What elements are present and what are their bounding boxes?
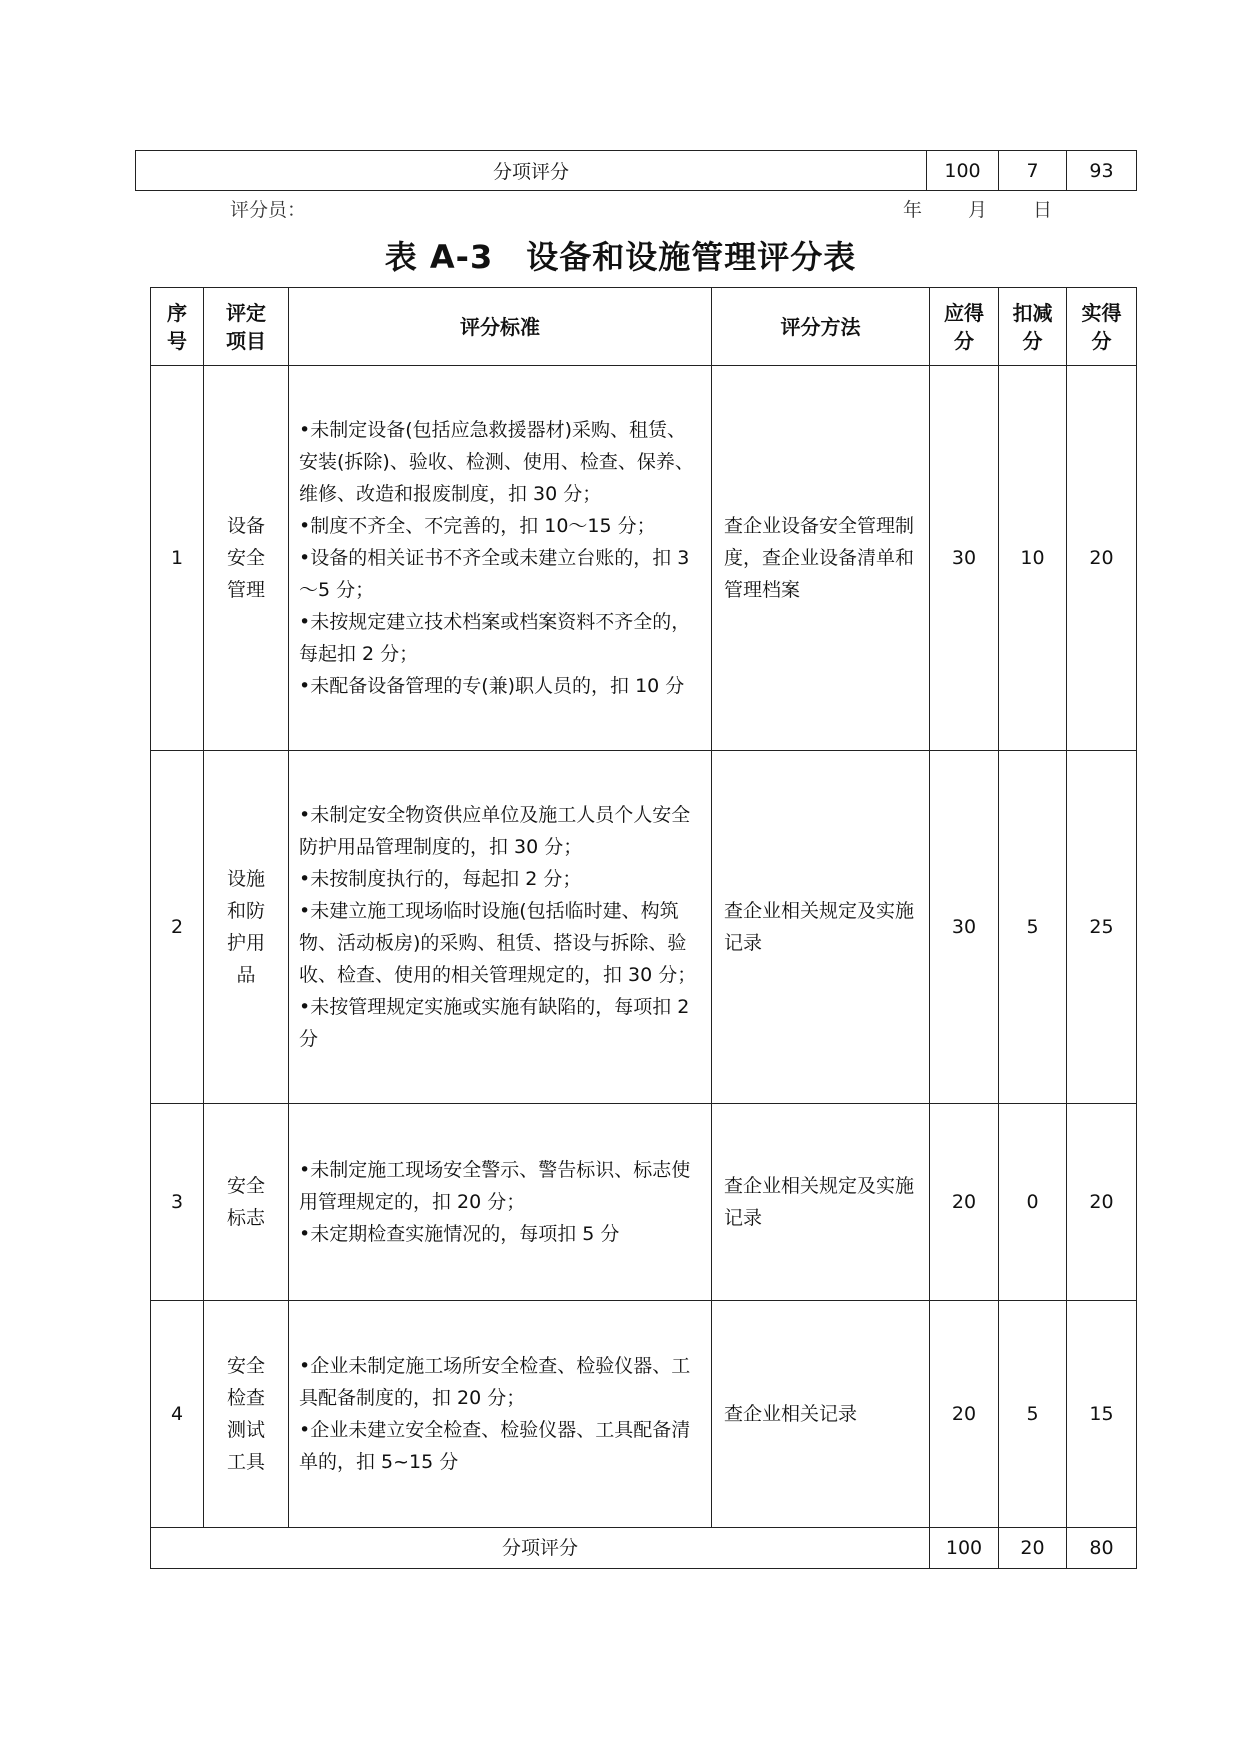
criteria-line: •设备的相关证书不齐全或未建立台账的，扣 3～5 分； [299,547,690,601]
table-row [151,1301,1137,1528]
row-criteria [289,1301,712,1528]
date-year-label: 年 [903,199,923,221]
previous-table-summary [135,150,1137,191]
summary-row [151,1528,1137,1569]
row-deduction: 0 [999,1104,1067,1301]
row-actual-score: 25 [1067,751,1137,1104]
summary-actual-score: 80 [1067,1528,1137,1569]
row-deduction: 10 [999,366,1067,751]
row-deduction: 5 [999,751,1067,1104]
row-method: 查企业相关规定及实施记录 [712,751,930,1104]
criteria-line: •未按规定建立技术档案或档案资料不齐全的，每起扣 2 分； [299,611,691,665]
table-row [151,751,1137,1104]
row-num: 2 [151,751,204,1104]
rater-label: 评分员： [230,199,307,221]
table-row [151,1104,1137,1301]
row-actual-score: 20 [1067,1104,1137,1301]
previous-summary-label: 分项评分 [136,151,927,191]
criteria-line: •未定期检查实施情况的，每项扣 5 分 [299,1223,620,1245]
summary-deduction: 20 [999,1528,1067,1569]
row-item: 设施和防护用品 [204,751,289,1104]
header-criteria: 评分标准 [289,288,712,366]
criteria-line: •未制定设备(包括应急救援器材)采购、租赁、安装(拆除)、验收、检测、使用、检查、保养、维修、改造和报废制度，扣 30 分； [299,419,694,505]
summary-label: 分项评分 [151,1528,930,1569]
row-deduction: 5 [999,1301,1067,1528]
previous-summary-actual-score: 93 [1067,151,1137,191]
row-item: 安全检查测试工具 [204,1301,289,1528]
summary-should-score: 100 [930,1528,999,1569]
date-month-label: 月 [968,199,988,221]
row-should-score: 30 [930,751,999,1104]
row-criteria [289,1104,712,1301]
criteria-line: •未建立施工现场临时设施(包括临时建、构筑物、活动板房)的采购、租赁、搭设与拆除、验收、检查、使用的相关管理规定的，扣 30 分； [299,900,697,986]
criteria-line: •未制定施工现场安全警示、警告标识、标志使用管理规定的，扣 20 分； [299,1159,691,1213]
row-should-score: 30 [930,366,999,751]
row-item: 安全标志 [204,1104,289,1301]
row-method: 查企业相关规定及实施记录 [712,1104,930,1301]
equipment-facility-score-table [150,287,1137,1569]
row-criteria [289,366,712,751]
row-num: 1 [151,366,204,751]
row-should-score: 20 [930,1301,999,1528]
header-item: 评定项目 [204,288,289,366]
table-row [151,366,1137,751]
header-actual-score: 实得分 [1067,288,1137,366]
criteria-line: •制度不齐全、不完善的，扣 10～15 分； [299,515,656,537]
criteria-line: •企业未制定施工场所安全检查、检验仪器、工具配备制度的，扣 20 分； [299,1355,691,1409]
row-item: 设备安全管理 [204,366,289,751]
row-actual-score: 20 [1067,366,1137,751]
criteria-line: •未按管理规定实施或实施有缺陷的，每项扣 2 分 [299,996,690,1050]
row-method: 查企业相关记录 [712,1301,930,1528]
row-actual-score: 15 [1067,1301,1137,1528]
date-day-label: 日 [1033,199,1053,221]
previous-summary-row [136,151,1137,191]
row-criteria [289,751,712,1104]
header-num: 序号 [151,288,204,366]
row-num: 3 [151,1104,204,1301]
row-should-score: 20 [930,1104,999,1301]
criteria-line: •未按制度执行的，每起扣 2 分； [299,868,582,890]
previous-summary-should-score: 100 [927,151,999,191]
table-header-row [151,288,1137,366]
header-deduction: 扣减分 [999,288,1067,366]
header-method: 评分方法 [712,288,930,366]
row-num: 4 [151,1301,204,1528]
row-method: 查企业设备安全管理制度，查企业设备清单和管理档案 [712,366,930,751]
criteria-line: •未制定安全物资供应单位及施工人员个人安全防护用品管理制度的，扣 30 分； [299,804,691,858]
criteria-line: •未配备设备管理的专(兼)职人员的，扣 10 分 [299,675,685,697]
table-title: 表 A-3 设备和设施管理评分表 [384,238,857,276]
criteria-line: •企业未建立安全检查、检验仪器、工具配备清单的，扣 5~15 分 [299,1419,691,1473]
previous-summary-deduction: 7 [999,151,1067,191]
header-should-score: 应得分 [930,288,999,366]
